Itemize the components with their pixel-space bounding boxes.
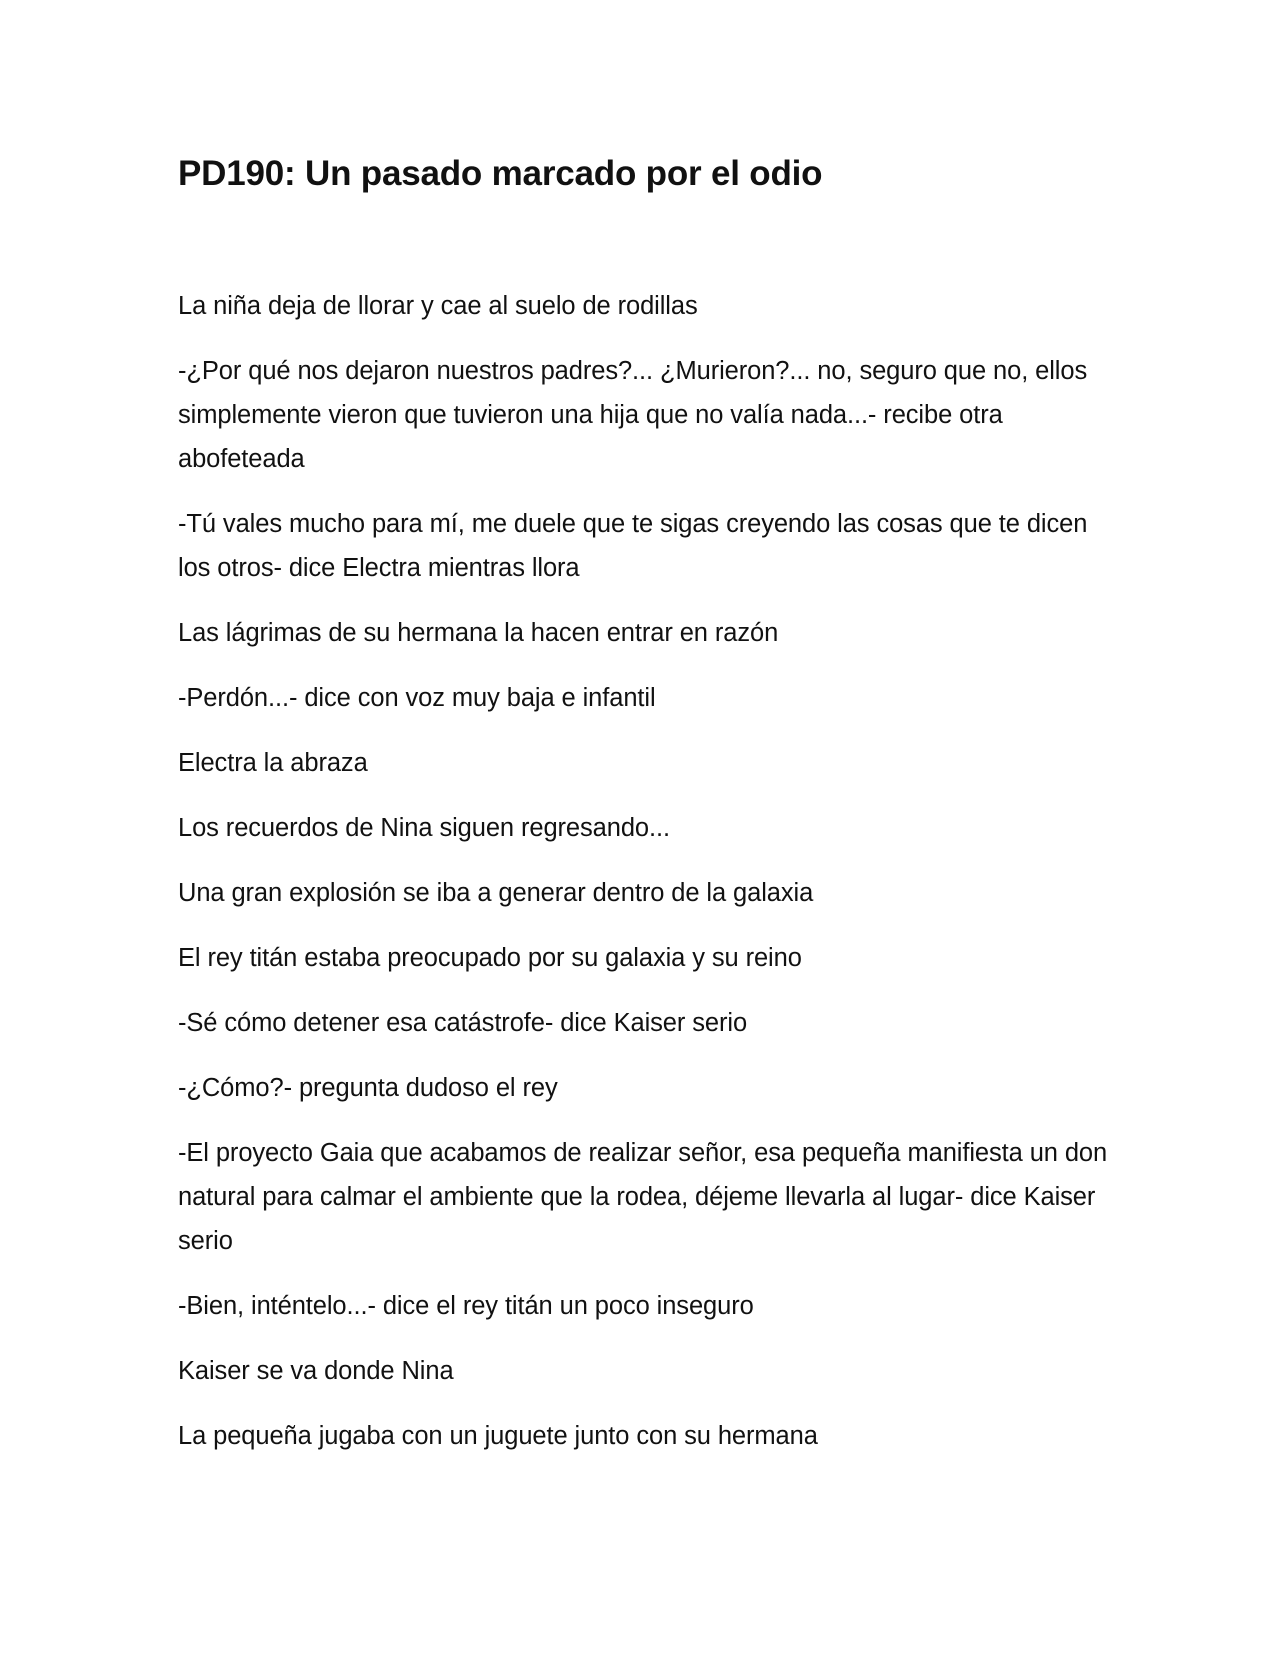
paragraph: -Tú vales mucho para mí, me duele que te sigas creyendo las cosas que te dicen los otros- dice Electra mientras llora: [178, 510, 1088, 582]
paragraph: -Perdón...- dice con voz muy baja e infantil: [178, 684, 656, 712]
document-title: PD190: Un pasado marcado por el odio: [178, 154, 823, 193]
paragraph: -¿Por qué nos dejaron nuestros padres?... ¿Murieron?... no, seguro que no, ellos simplemente vieron que tuvieron una hija que no valía nada...- recibe otra abofeteada: [178, 357, 1088, 473]
paragraph: La pequeña jugaba con un juguete junto con su hermana: [178, 1422, 818, 1450]
paragraph: -Bien, inténtelo...- dice el rey titán un poco inseguro: [178, 1292, 754, 1320]
paragraph: La niña deja de llorar y cae al suelo de rodillas: [178, 292, 698, 320]
paragraph: Una gran explosión se iba a generar dentro de la galaxia: [178, 879, 814, 907]
paragraph: El rey titán estaba preocupado por su galaxia y su reino: [178, 944, 802, 972]
paragraph: Las lágrimas de su hermana la hacen entrar en razón: [178, 619, 779, 647]
paragraph: Kaiser se va donde Nina: [178, 1357, 454, 1385]
paragraph: Los recuerdos de Nina siguen regresando...: [178, 814, 670, 842]
document-body: [178, 150, 1108, 1479]
paragraph: -El proyecto Gaia que acabamos de realizar señor, esa pequeña manifiesta un don natural para calmar el ambiente que la rodea, déjeme llevarla al lugar- dice Kaiser serio: [178, 1139, 1108, 1255]
paragraph: -Sé cómo detener esa catástrofe- dice Kaiser serio: [178, 1009, 748, 1037]
paragraph: Electra la abraza: [178, 749, 368, 777]
paragraph: -¿Cómo?- pregunta dudoso el rey: [178, 1074, 558, 1102]
